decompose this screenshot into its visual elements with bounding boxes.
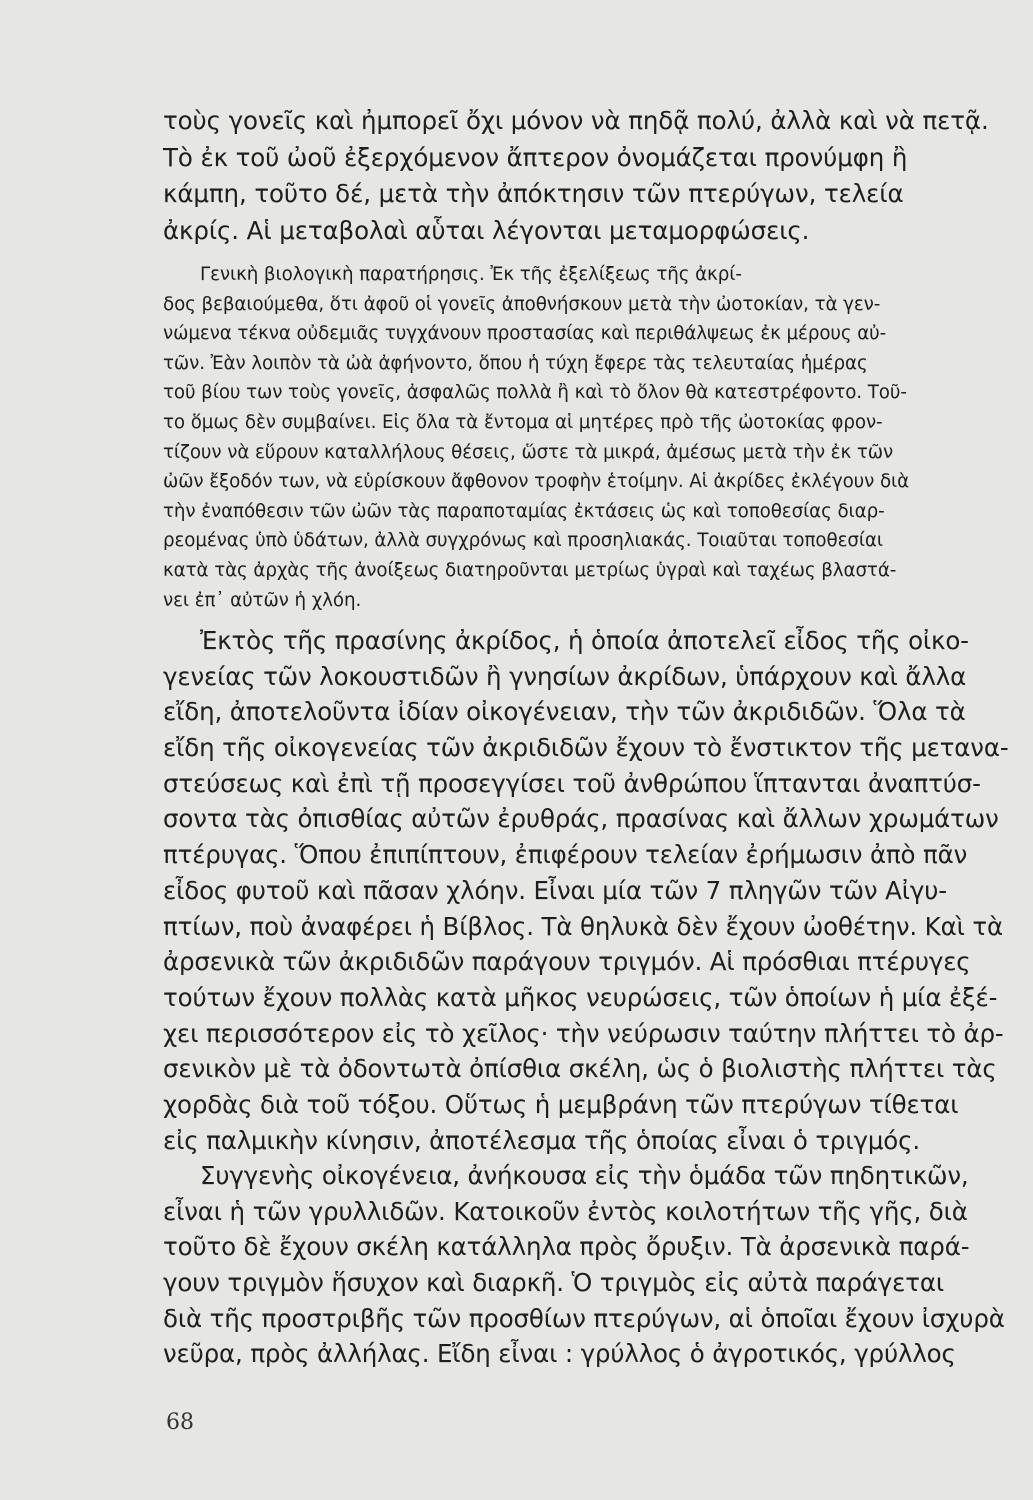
text-line: νεῦρα, πρὸς ἀλλήλας. Εἴδη εἶναι : γρύλλος ὁ ἀγροτικός, γρύλλος: [163, 1339, 956, 1369]
page-number: 68: [166, 1410, 194, 1435]
text-line: πτίων, ποὺ ἀναφέρει ἡ Βίβλος. Τὰ θηλυκὰ δὲν ἔχουν ὠοθέτην. Καὶ τὰ: [163, 911, 1003, 941]
text-line: εἰς παλμικὴν κίνησιν, ἀποτέλεσμα τῆς ὁποίας εἶναι ὁ τριγμός.: [163, 1125, 920, 1155]
text-line: κάμπη, τοῦτο δέ, μετὰ τὴν ἀπόκτησιν τῶν πτερύγων, τελεία: [163, 179, 904, 209]
text-line: εἶναι ἡ τῶν γρυλλιδῶν. Κατοικοῦν ἐντὸς κοιλοτήτων τῆς γῆς, διὰ: [163, 1196, 968, 1226]
text-line: στεύσεως καὶ ἐπὶ τῇ προσεγγίσει τοῦ ἀνθρώπου ἵπτανται ἀναπτύσ-: [163, 768, 981, 798]
text-line: ἀρσενικὰ τῶν ἀκριδιδῶν παράγουν τριγμόν. Αἱ πρόσθιαι πτέρυγες: [163, 947, 971, 977]
paragraph-gryllidae: [163, 1158, 1021, 1372]
text-line: νώμενα τέκνα οὐδεμιᾶς τυγχάνουν προστασίας καὶ περιθάλψεως ἐκ μέρους αὐ-: [163, 323, 887, 345]
text-line: Τὸ ἐκ τοῦ ὠοῦ ἐξερχόμενον ἄπτερον ὀνομάζεται προνύμφη ἢ: [163, 142, 908, 172]
text-line: ἀκρίς. Αἱ μεταβολαὶ αὗται λέγονται μεταμορφώσεις.: [163, 215, 810, 245]
text-line: τὴν ἐναπόθεσιν τῶν ὠῶν τὰς παραποταμίας ἐκτάσεις ὡς καὶ τοποθεσίας διαρ-: [163, 500, 885, 522]
text-line: ρεομένας ὑπὸ ὑδάτων, ἀλλὰ συγχρόνως καὶ προσηλιακάς. Τοιαῦται τοποθεσίαι: [163, 530, 883, 552]
text-line: εἴδη τῆς οἰκογενείας τῶν ἀκριδιδῶν ἔχουν τὸ ἔνστικτον τῆς μετανα-: [163, 733, 1009, 763]
text-line: τοὺς γονεῖς καὶ ἠμπορεῖ ὄχι μόνον νὰ πηδᾷ πολύ, ἀλλὰ καὶ νὰ πετᾷ.: [163, 106, 989, 135]
text-line: γουν τριγμὸν ἥσυχον καὶ διαρκῆ. Ὁ τριγμὸς εἰς αὐτὰ παράγεται: [163, 1268, 944, 1298]
text-line: σενικὸν μὲ τὰ ὀδοντωτὰ ὀπίσθια σκέλη, ὡς ὁ βιολιστὴς πλήττει τὰς: [163, 1054, 997, 1084]
text-line: γενείας τῶν λοκουστιδῶν ἢ γνησίων ἀκρίδων, ὑπάρχουν καὶ ἄλλα: [163, 661, 967, 691]
text-line: το ὅμως δὲν συμβαίνει. Εἰς ὅλα τὰ ἔντομα αἱ μητέρες πρὸ τῆς ὠοτοκίας φρον-: [163, 411, 883, 433]
text-line: χορδὰς διὰ τοῦ τόξου. Οὕτως ἡ μεμβράνη τῶν πτερύγων τίθεται: [163, 1089, 959, 1119]
paragraph-biological-observation: [163, 260, 1021, 615]
text-line: τοῦ βίου των τοὺς γονεῖς, ἀσφαλῶς πολλὰ ἢ καὶ τὸ ὅλον θὰ κατεστρέφοντο. Τοῦ-: [163, 382, 907, 404]
text-line: πτέρυγας. Ὅπου ἐπιπίπτουν, ἐπιφέρουν τελείαν ἐρήμωσιν ἀπὸ πᾶν: [163, 840, 968, 870]
text-line: εἴδη, ἀποτελοῦντα ἰδίαν οἰκογένειαν, τὴν τῶν ἀκριδιδῶν. Ὅλα τὰ: [163, 697, 966, 727]
text-line: τίζουν νὰ εὕρουν καταλλήλους θέσεις, ὥστε τὰ μικρά, ἀμέσως μετὰ τὴν ἐκ τῶν: [163, 441, 894, 463]
text-line: κατὰ τὰς ἀρχὰς τῆς ἀνοίξεως διατηροῦνται μετρίως ὑγραὶ καὶ ταχέως βλαστά-: [163, 559, 897, 581]
text-line: νει ἐπ᾿ αὐτῶν ἡ χλόη.: [163, 589, 362, 611]
text-line: τοῦτο δὲ ἔχουν σκέλη κατάλληλα πρὸς ὄρυξιν. Τὰ ἀρσενικὰ παρά-: [163, 1232, 970, 1262]
paragraph-acrididae: [163, 623, 1021, 1158]
text-line: τῶν. Ἐὰν λοιπὸν τὰ ὠὰ ἀφήνοντο, ὅπου ἡ τύχη ἔφερε τὰς τελευταίας ἡμέρας: [163, 352, 868, 374]
text-line: Γενικὴ βιολογικὴ παρατήρησις. Ἐκ τῆς ἐξελίξεως τῆς ἀκρί-: [200, 264, 742, 285]
text-line: Ἐκτὸς τῆς πρασίνης ἀκρίδος, ἡ ὁποία ἀποτελεῖ εἶδος τῆς οἰκο-: [200, 626, 969, 655]
text-line: σοντα τὰς ὀπισθίας αὐτῶν ἐρυθράς, πρασίνας καὶ ἄλλων χρωμάτων: [163, 804, 999, 834]
text-line: ὠῶν ἔξοδόν των, νὰ εὑρίσκουν ἄφθονον τροφὴν ἑτοίμην. Αἱ ἀκρίδες ἐκλέγουν διὰ: [163, 471, 910, 493]
paragraph-metamorphosis: [163, 103, 1021, 249]
text-line: τούτων ἔχουν πολλὰς κατὰ μῆκος νευρώσεις, τῶν ὁποίων ἡ μία ἐξέ-: [163, 982, 998, 1012]
text-line: χει περισσότερον εἰς τὸ χεῖλος· τὴν νεύρωσιν ταύτην πλήττει τὸ ἀρ-: [163, 1018, 1004, 1048]
text-line: εἶδος φυτοῦ καὶ πᾶσαν χλόην. Εἶναι μία τῶν 7 πληγῶν τῶν Αἰγυ-: [163, 875, 947, 905]
text-line: διὰ τῆς προστριβῆς τῶν προσθίων πτερύγων, αἱ ὁποῖαι ἔχουν ἰσχυρὰ: [163, 1303, 1005, 1333]
text-line: δος βεβαιούμεθα, ὅτι ἀφοῦ οἱ γονεῖς ἀποθνήσκουν μετὰ τὴν ὠοτοκίαν, τὰ γεν-: [163, 293, 881, 315]
text-line: Συγγενὴς οἰκογένεια, ἀνήκουσα εἰς τὴν ὁμάδα τῶν πηδητικῶν,: [200, 1161, 969, 1190]
